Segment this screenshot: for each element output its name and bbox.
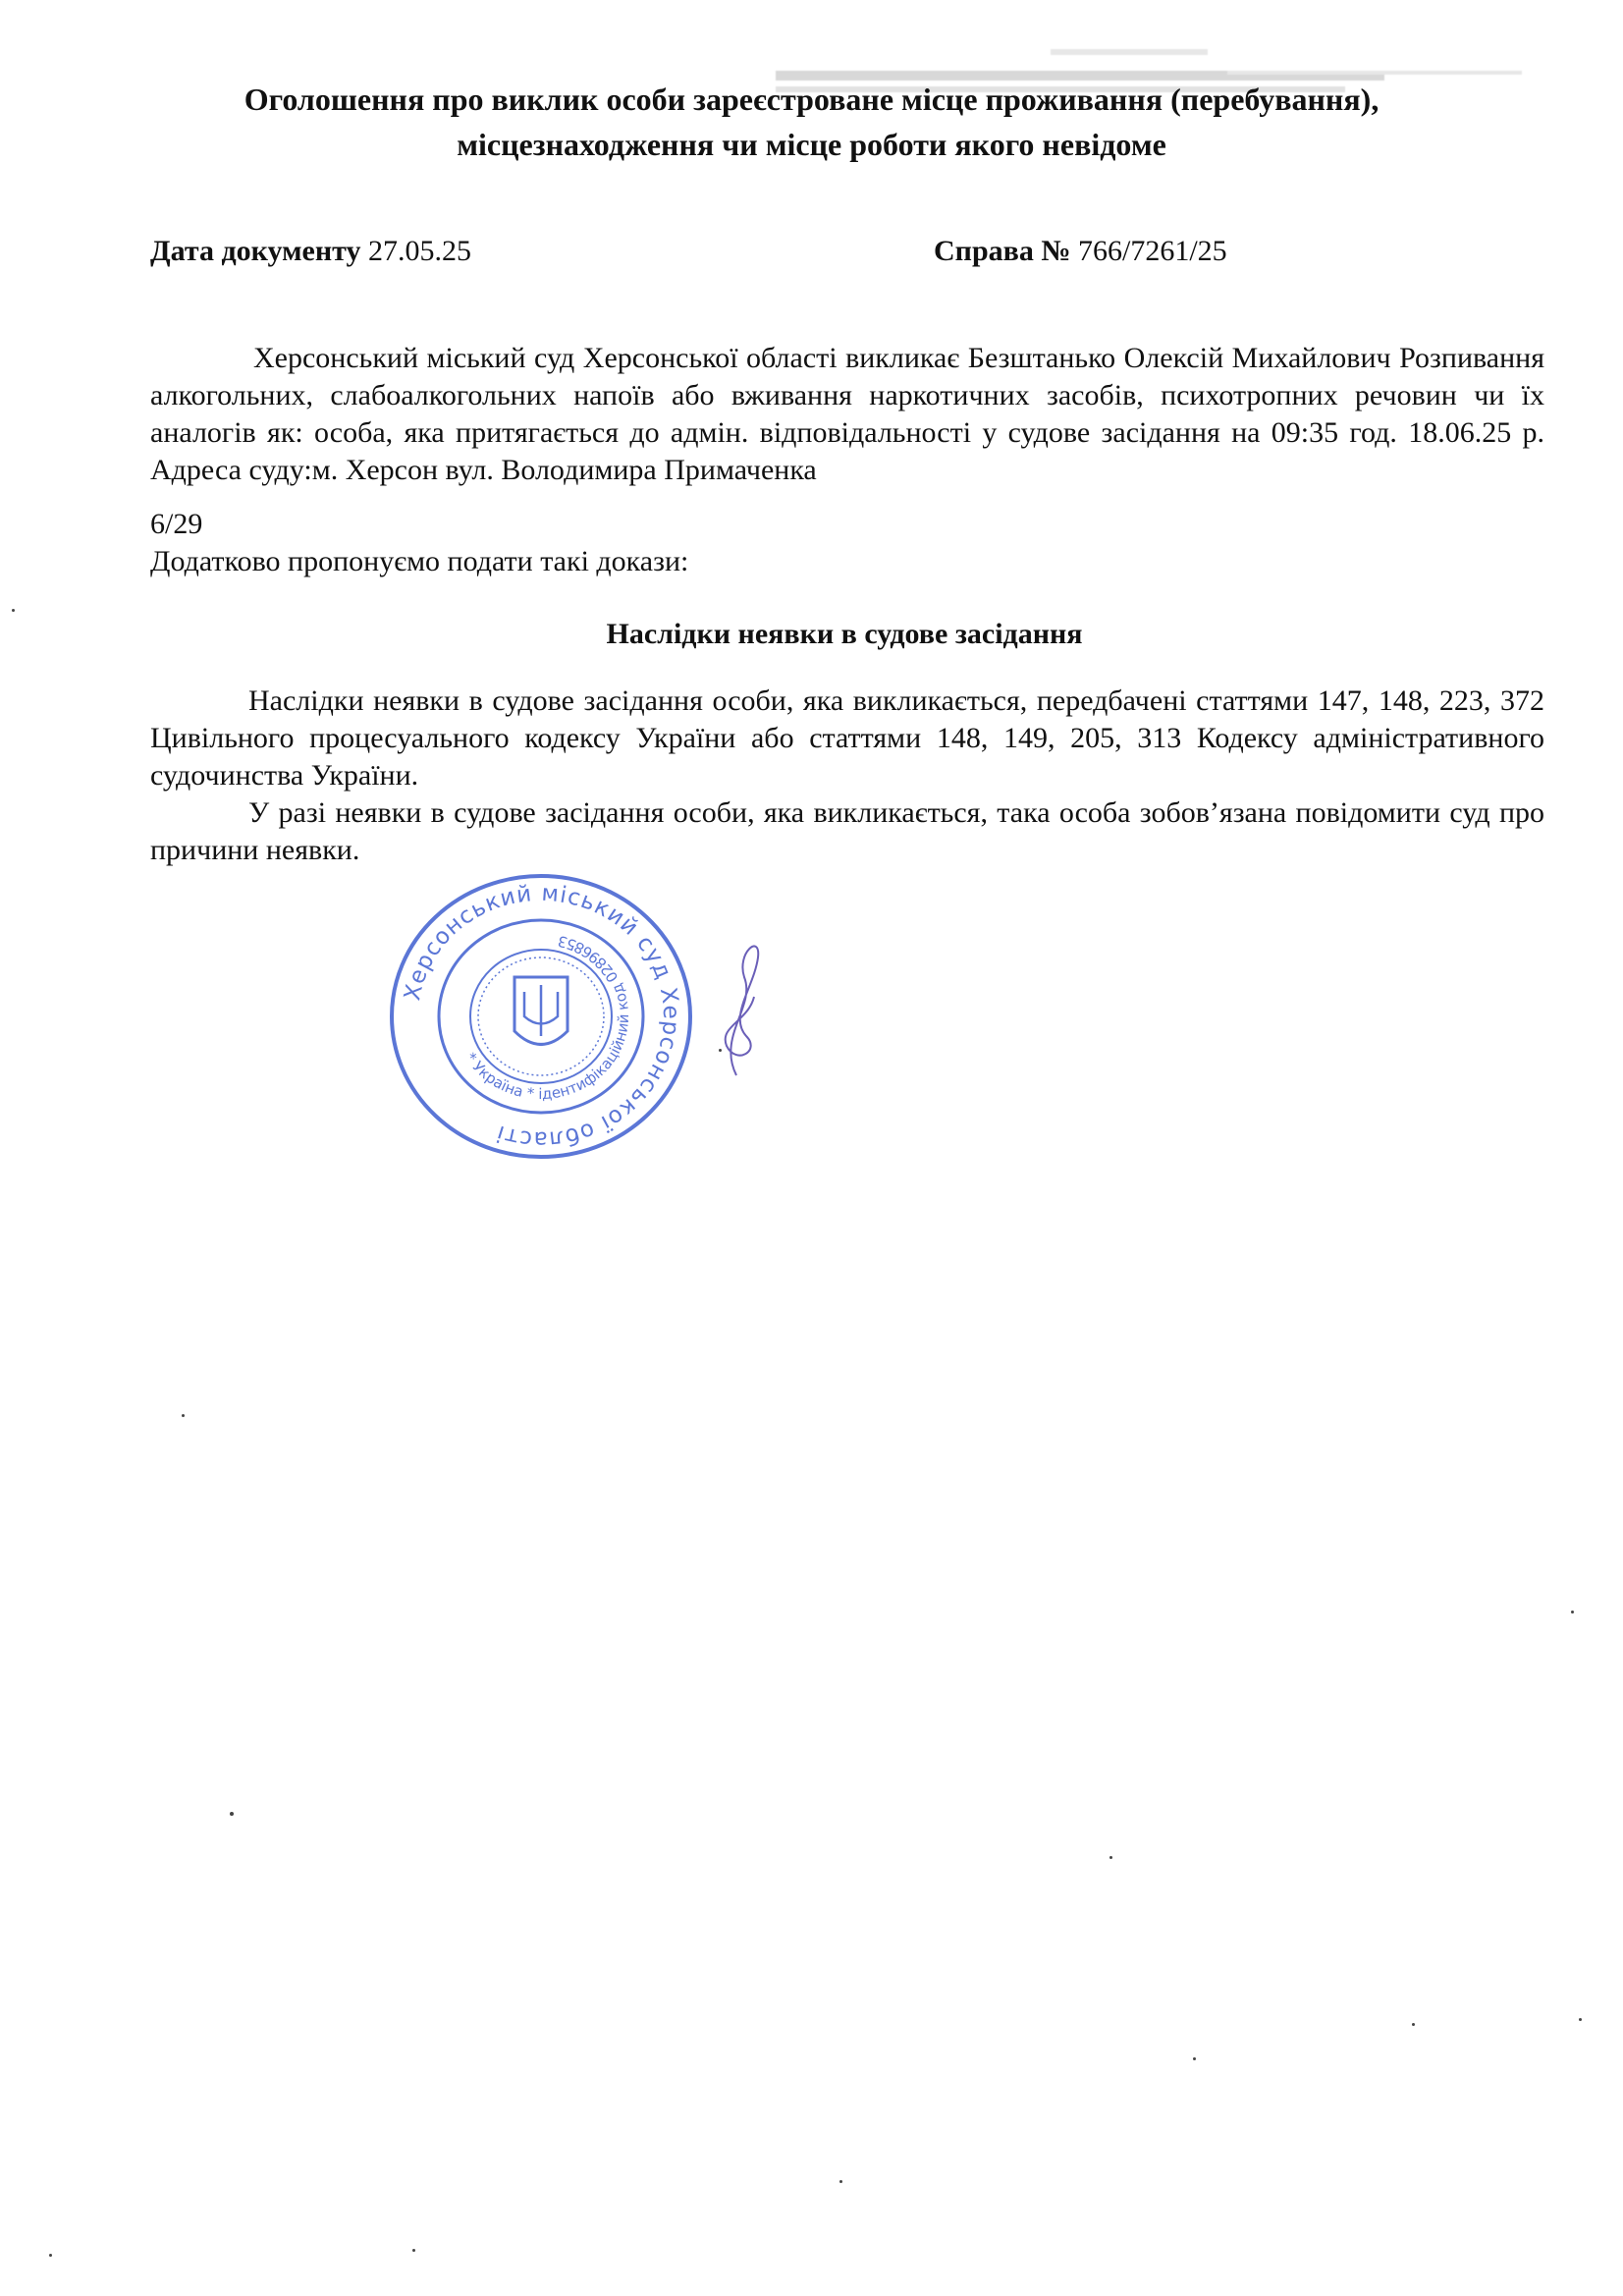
document-date bbox=[150, 232, 471, 271]
case-value: 766/7261/25 bbox=[1077, 235, 1227, 267]
notify-court-paragraph: У разі неявки в судове засідання особи, яка викликається, така особа зобов’язана повідомити суд про причини неявки. bbox=[150, 796, 1544, 866]
evidence-line: Додатково пропонуємо подати такі докази: bbox=[150, 545, 689, 577]
consequences-paragraph: Наслідки неявки в судове засідання особи, яка викликається, передбачені статтями 147, 148, 223, 372 Цивільного процесуального кодексу України або статтями 148, 149, 205, 313 Кодексу адміністративного судочинства України. bbox=[150, 684, 1544, 792]
scan-speck bbox=[1193, 2057, 1196, 2060]
court-seal-stamp bbox=[385, 869, 697, 1164]
seal-inner-text: * Україна * ідентифікаційний код 02896853 bbox=[461, 931, 633, 1104]
scan-speck bbox=[182, 1414, 185, 1417]
title-line-2: місцезнаходження чи місце роботи якого невідоме bbox=[457, 127, 1166, 162]
scan-speck bbox=[12, 609, 15, 612]
case-number bbox=[934, 232, 1227, 271]
document-title bbox=[147, 77, 1476, 167]
scan-speck bbox=[1412, 2023, 1415, 2026]
scan-speck bbox=[412, 2249, 415, 2252]
handwritten-signature bbox=[707, 928, 776, 1085]
svg-text:* Україна * ідентифікаційний к bbox=[461, 932, 632, 1103]
consequences-heading: Наслідки неявки в судове засідання bbox=[606, 618, 1083, 650]
date-value: 27.05.25 bbox=[367, 235, 471, 267]
scan-speck bbox=[1109, 1856, 1112, 1859]
date-label: Дата документу bbox=[150, 235, 361, 267]
seal-outer-text: Херсонський міський суд Херсонської області bbox=[400, 880, 684, 1153]
title-line-1: Оголошення про виклик особи зареєстроване місце проживання (перебування), bbox=[243, 82, 1380, 117]
scan-speck bbox=[839, 2180, 842, 2183]
scan-speck bbox=[230, 1812, 234, 1816]
scan-speck bbox=[1579, 2018, 1582, 2021]
court-address-tail: 6/29 bbox=[150, 508, 203, 540]
summons-paragraph: Херсонський міський суд Херсонської області викликає Безштанько Олексій Михайлович Розпивання алкогольних, слабоалкогольних напоїв або вживання наркотичних засобів, психотропних речовин чи їх аналогів як: особа, яка притягається до адмін. відповідальності у судове засідання на 09:35 год. 18.06.25 р. Адреса суду:м. Херсон вул. Володимира Примаченка bbox=[150, 342, 1544, 486]
scan-speck bbox=[49, 2254, 52, 2257]
scan-speck bbox=[719, 1049, 722, 1052]
scan-speck bbox=[1571, 1611, 1574, 1613]
case-label: Справа № bbox=[934, 235, 1071, 267]
